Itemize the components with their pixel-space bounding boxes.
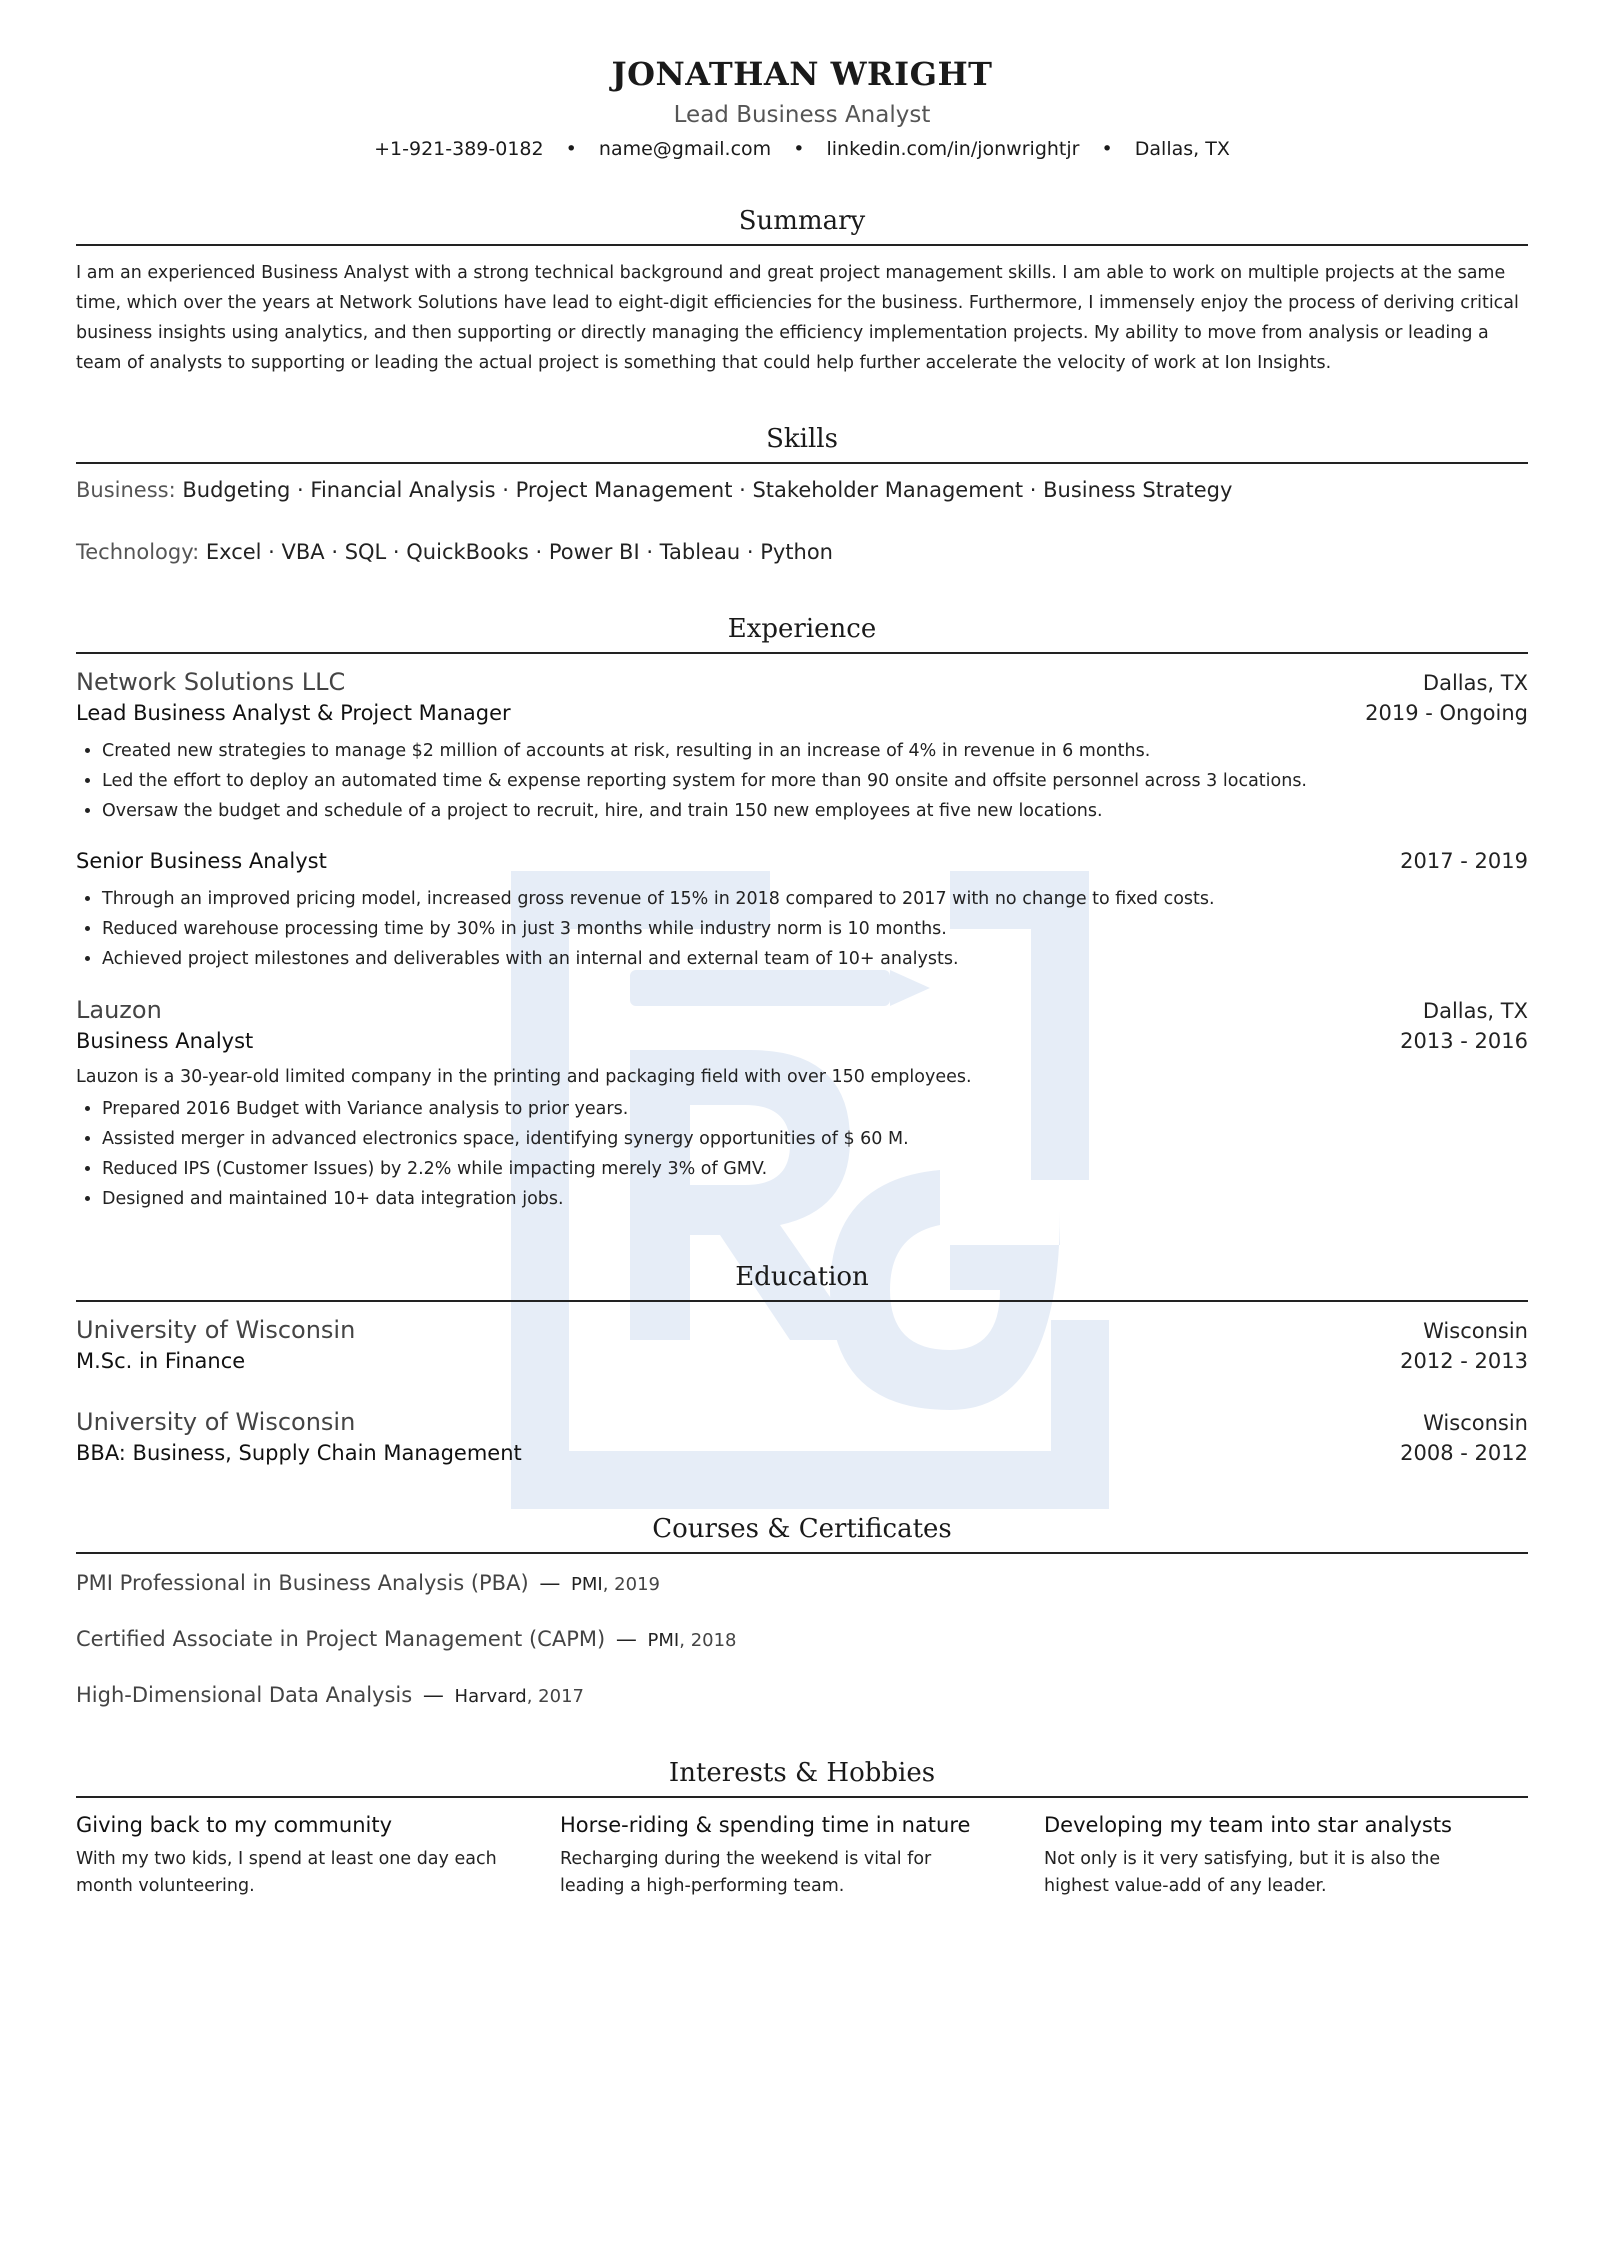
section-title: Experience [727,614,877,644]
interest-text: Not only is it very satisfying, but it is also the highest value-add of any leader. [1044,1849,1441,1896]
interest-item [560,1810,1044,1900]
candidate-name: JONATHAN WRIGHT [611,55,993,93]
skill-group-label: Business: [76,478,176,502]
section-title: Interests & Hobbies [668,1758,936,1788]
section-title: Education [735,1262,869,1292]
bullet-separator: • [793,138,805,160]
list-item: • Prepared 2016 Budget with Variance analysis to prior years. [102,1094,1528,1124]
email[interactable]: name@gmail.com [598,138,772,160]
job-location: Dallas, TX [1422,999,1528,1023]
summary-text: I am an experienced Business Analyst with a strong technical background and great project management skills. I am able to work on multiple projects at the same time, which over the years at Network Solutions have lead to eight-digit efficiencies for the business. Furthermore, I immensely enjoy the process of deriving critical business insights using analytics, and then supporting or directly managing the efficiency implementation projects. My ability to move from analysis or leading a team of analysts to supporting or leading the actual project is something that could help further accelerate the velocity of work at Ion Insights. [76,263,1519,373]
courses-section [76,1512,1528,1712]
education-dates: 2012 - 2013 [1400,1349,1528,1373]
course-name: Certified Associate in Project Management (CAPM) [76,1627,606,1651]
interest-title: Giving back to my community [76,1813,393,1837]
list-item: • Led the effort to deploy an automated time & expense reporting system for more than 90 onsite and offsite personnel across 3 locations. [102,766,1528,796]
school-location: Wisconsin [1423,1411,1528,1435]
list-item: • Reduced warehouse processing time by 30% in just 3 months while industry norm is 10 months. [102,914,1528,944]
section-divider [76,1300,1528,1302]
education-entry [76,1406,1528,1468]
skill-group-items: Budgeting · Financial Analysis · Project Management · Stakeholder Management · Business Strategy [182,478,1233,502]
list-item: • Through an improved pricing model, increased gross revenue of 15% in 2018 compared to 2017 with no change to fixed costs. [102,884,1528,914]
job-entry [76,994,1528,1214]
job-role: Senior Business Analyst [76,849,327,873]
section-divider [76,1552,1528,1554]
list-item: • Created new strategies to manage $2 million of accounts at risk, resulting in an increase of 4% in revenue in 6 months. [102,736,1528,766]
job-location: Dallas, TX [1422,671,1528,695]
company-name: Network Solutions LLC [76,668,346,696]
education-section [76,1260,1528,1468]
degree: M.Sc. in Finance [76,1349,246,1373]
job-dates: 2017 - 2019 [1400,849,1528,873]
em-dash: — [416,1683,451,1707]
job-bullets [76,1094,1528,1214]
summary-section [76,204,1528,378]
course-comma: , [526,1686,539,1707]
job-bullets [76,736,1528,826]
skill-group [76,476,1528,504]
course-comma: , [679,1630,691,1651]
degree: BBA: Business, Supply Chain Management [76,1441,522,1465]
skill-group-items: Excel · VBA · SQL · QuickBooks · Power BI · Tableau · Python [205,540,833,564]
school-name: University of Wisconsin [76,1408,356,1436]
school-name: University of Wisconsin [76,1316,356,1344]
skill-group [76,538,1528,566]
list-item: • Oversaw the budget and schedule of a project to recruit, hire, and train 150 new employees at five new locations. [102,796,1528,826]
job-role: Business Analyst [76,1029,254,1053]
em-dash: — [609,1627,644,1651]
skills-section [76,422,1528,566]
section-divider [76,652,1528,654]
course-name: High-Dimensional Data Analysis [76,1683,413,1707]
section-title: Skills [766,424,838,454]
section-divider [76,462,1528,464]
course-year: 2017 [538,1686,584,1707]
course-year: 2019 [614,1574,660,1595]
skill-group-label: Technology: [76,540,200,564]
interest-title: Horse-riding & spending time in nature [560,1813,971,1837]
em-dash: — [532,1571,568,1595]
location: Dallas, TX [1134,138,1230,160]
job-entry [76,846,1528,974]
linkedin-link[interactable]: linkedin.com/in/jonwrightjr [826,138,1080,160]
interest-text: With my two kids, I spend at least one day each month volunteering. [76,1849,497,1896]
interests-list [76,1810,1528,1900]
company-name: Lauzon [76,996,162,1024]
company-description: Lauzon is a 30-year-old limited company in the printing and packaging field with over 150 employees. [76,1067,972,1087]
list-item: • Assisted merger in advanced electronics space, identifying synergy opportunities of $ 60 M. [102,1124,1528,1154]
course-item [76,1624,1528,1656]
course-issuer: PMI [571,1574,603,1595]
interest-text: Recharging during the weekend is vital for leading a high-performing team. [560,1849,932,1896]
course-comma: , [602,1574,615,1595]
candidate-title: Lead Business Analyst [673,102,931,128]
phone: +1-921-389-0182 [374,138,544,160]
section-title: Courses & Certificates [652,1514,952,1544]
section-title: Summary [738,206,866,236]
job-dates: 2019 - Ongoing [1365,701,1528,725]
interest-title: Developing my team into star analysts [1044,1813,1452,1837]
list-item: • Designed and maintained 10+ data integration jobs. [102,1184,1528,1214]
bullet-separator: • [565,138,577,160]
interest-item [1044,1810,1528,1900]
job-dates: 2013 - 2016 [1400,1029,1528,1053]
section-divider [76,1796,1528,1798]
course-item [76,1568,1528,1600]
list-item: • Reduced IPS (Customer Issues) by 2.2% while impacting merely 3% of GMV. [102,1154,1528,1184]
school-location: Wisconsin [1423,1319,1528,1343]
resume-header [76,0,1528,162]
list-item: • Achieved project milestones and deliverables with an internal and external team of 10+ analysts. [102,944,1528,974]
interests-section [76,1756,1528,1900]
course-issuer: PMI [647,1630,680,1651]
education-entry [76,1314,1528,1376]
course-item [76,1680,1528,1712]
course-name: PMI Professional in Business Analysis (PBA) [76,1571,529,1595]
course-year: 2018 [690,1630,737,1651]
education-dates: 2008 - 2012 [1400,1441,1528,1465]
job-bullets [76,884,1528,974]
bullet-separator: • [1101,138,1113,160]
experience-section [76,612,1528,1214]
section-divider [76,244,1528,246]
interest-item [76,1810,560,1900]
contact-line [76,136,1528,162]
course-issuer: Harvard [454,1686,527,1707]
job-role: Lead Business Analyst & Project Manager [76,701,511,725]
job-entry [76,666,1528,826]
